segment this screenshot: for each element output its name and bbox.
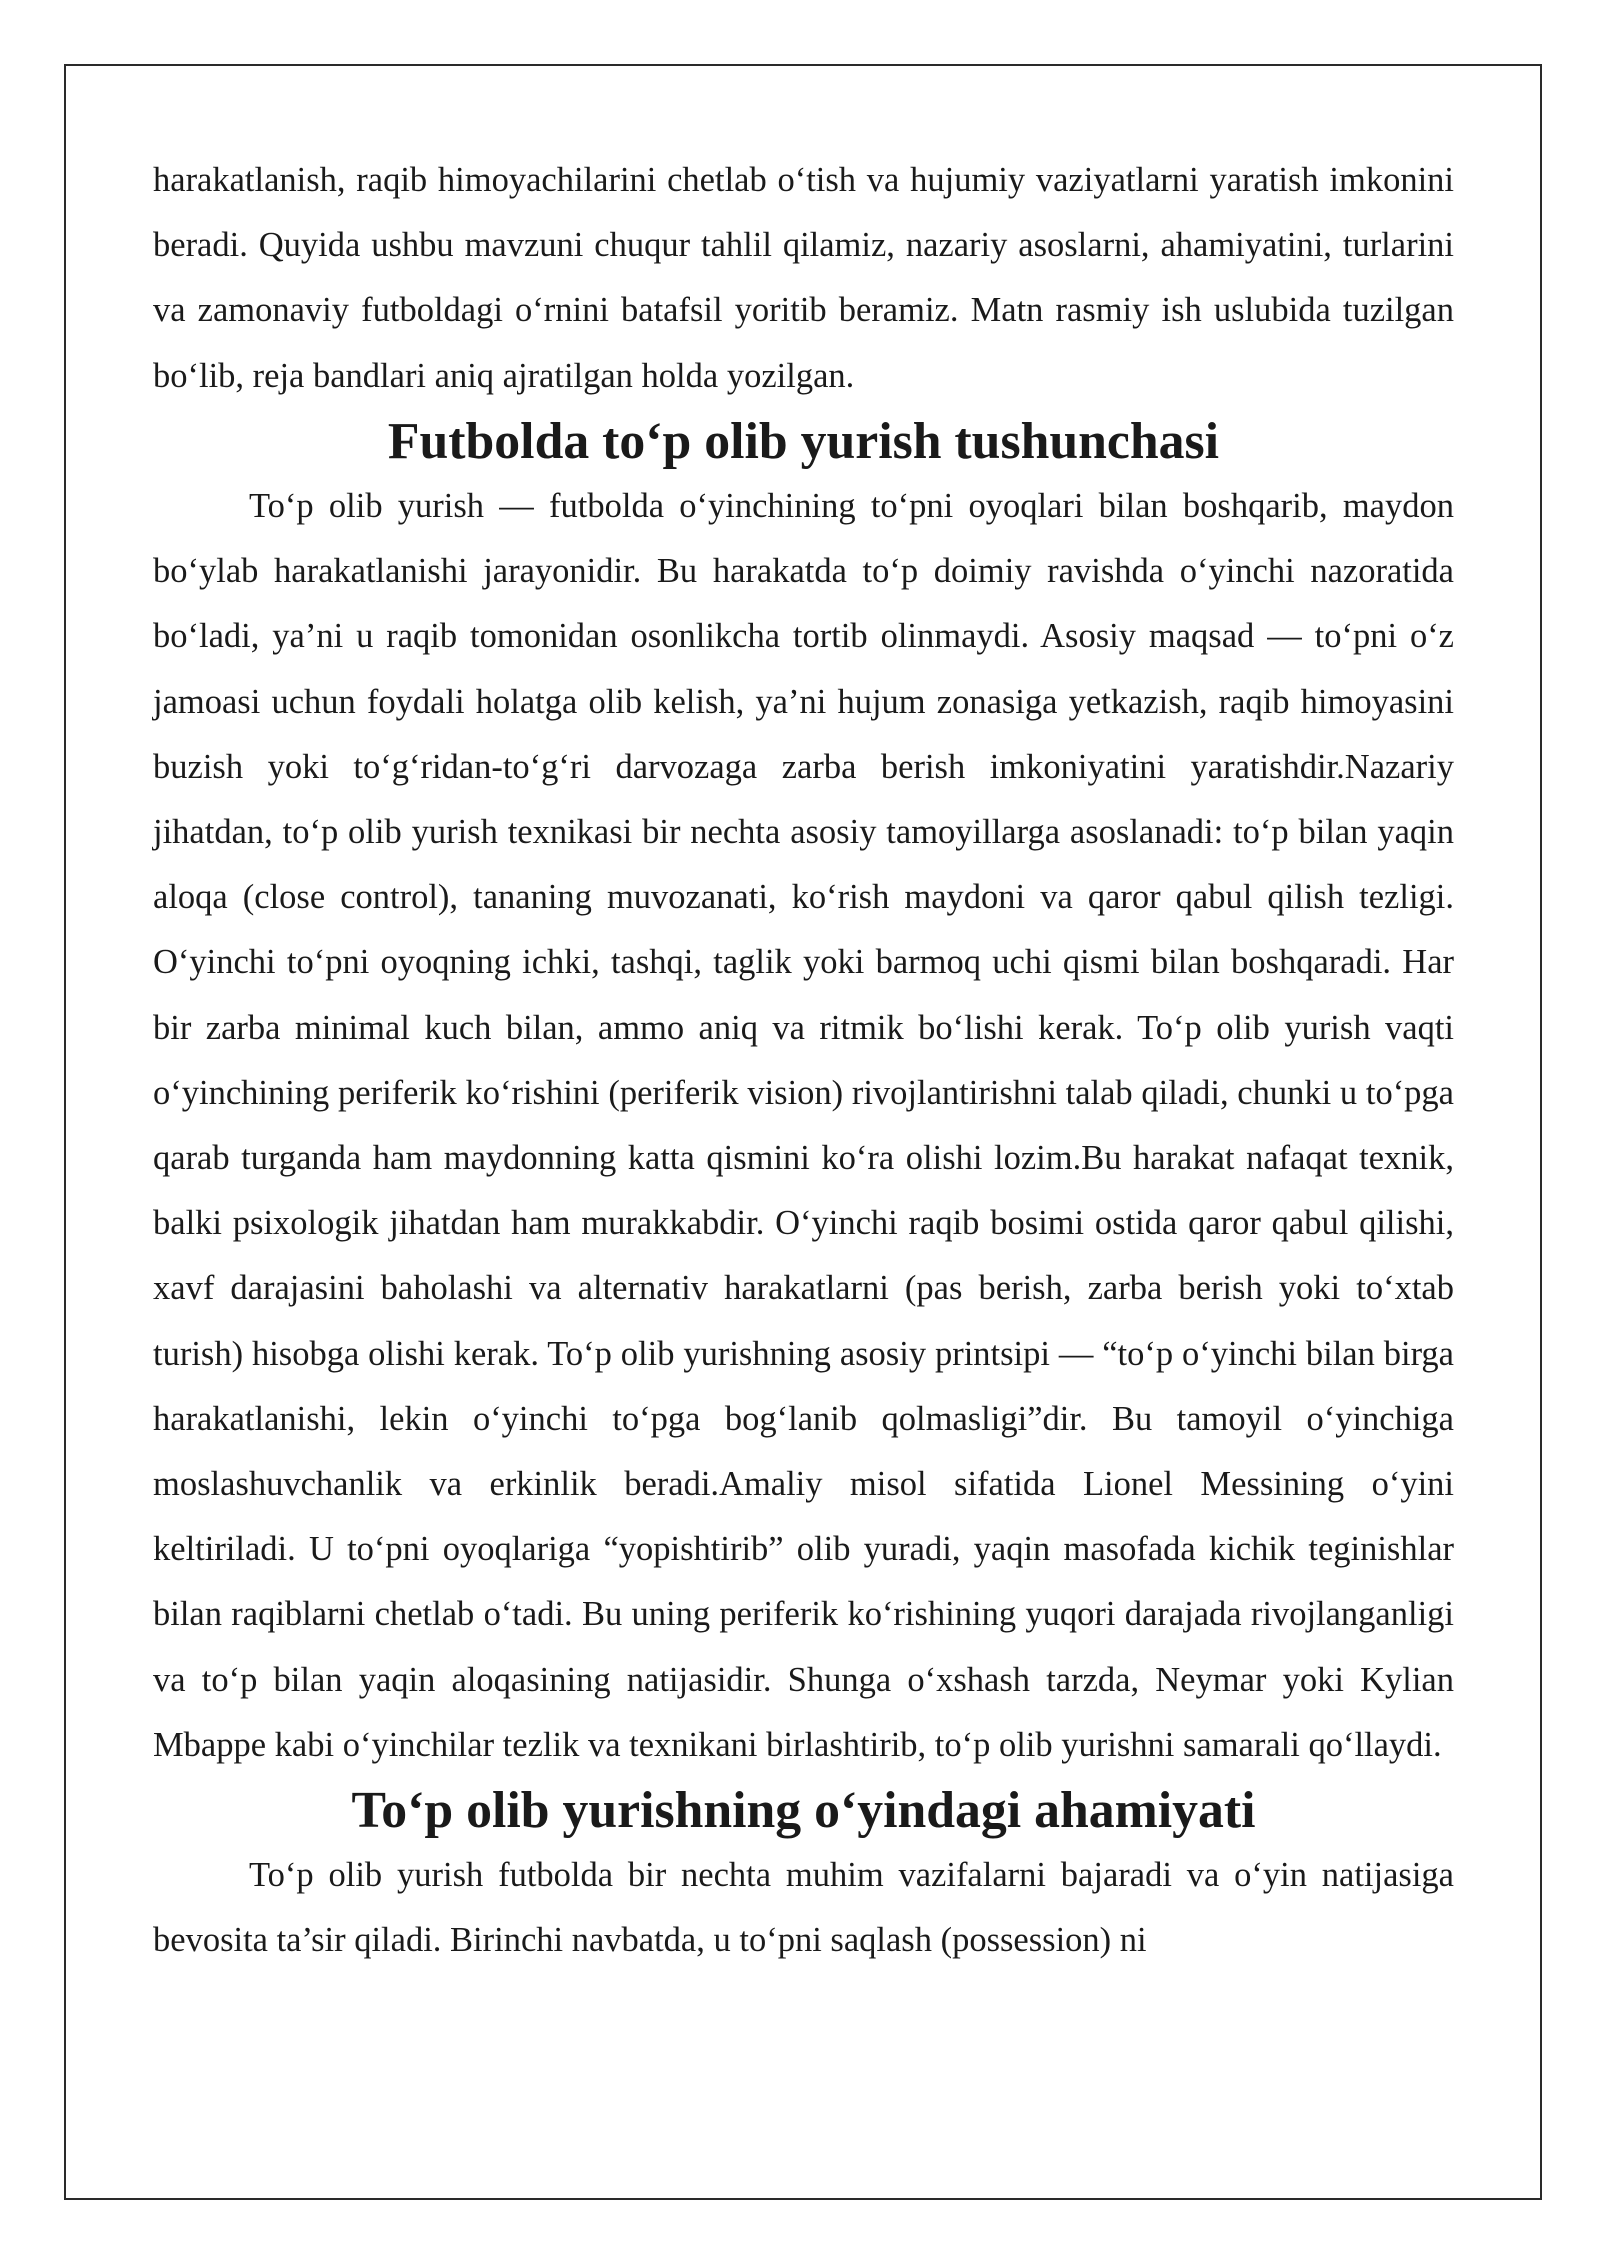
section-heading-importance: To‘p olib yurishning o‘yindagi ahamiyati	[351, 1782, 1256, 1840]
section-heading-concept: Futbolda to‘p olib yurish tushunchasi	[387, 412, 1220, 470]
intro-paragraph: harakatlanish, raqib himoyachilarini chetlab o‘tish va hujumiy vaziyatlarni yaratish imkonini beradi. Quyida ushbu mavzuni chuqur tahlil qilamiz, nazariy asoslarni, ahamiyatini, turlarini va zamonaviy futboldagi o‘rnini batafsil yoritib beramiz. Matn rasmiy ish uslubida tuzilgan bo‘lib, reja bandlari aniq ajratilgan holda yozilgan.	[153, 161, 1454, 395]
importance-paragraph: To‘p olib yurish futbolda bir nechta muhim vazifalarni bajaradi va o‘yin natijasiga bevosita ta’sir qiladi. Birinchi navbatda, u to‘pni saqlash (possession) ni	[153, 1856, 1454, 1960]
document-body	[153, 148, 1454, 1974]
concept-paragraph: To‘p olib yurish — futbolda o‘yinchining to‘pni oyoqlari bilan boshqarib, maydon bo‘ylab harakatlanishi jarayonidir. Bu harakatda to‘p doimiy ravishda o‘yinchi nazoratida bo‘ladi, ya’ni u raqib tomonidan osonlikcha tortib olinmaydi. Asosiy maqsad — to‘pni o‘z jamoasi uchun foydali holatga olib kelish, ya’ni hujum zonasiga yetkazish, raqib himoyasini buzish yoki to‘g‘ridan-to‘g‘ri darvozaga zarba berish imkoniyatini yaratishdir.Nazariy jihatdan, to‘p olib yurish texnikasi bir nechta asosiy tamoyillarga asoslanadi: to‘p bilan yaqin aloqa (close control), tananing muvozanati, ko‘rish maydoni va qaror qabul qilish tezligi. O‘yinchi to‘pni oyoqning ichki, tashqi, taglik yoki barmoq uchi qismi bilan boshqaradi. Har bir zarba minimal kuch bilan, ammo aniq va ritmik bo‘lishi kerak. To‘p olib yurish vaqti o‘yinchining periferik ko‘rishini (periferik vision) rivojlantirishni talab qiladi, chunki u to‘pga qarab turganda ham maydonning katta qismini ko‘ra olishi lozim.Bu harakat nafaqat texnik, balki psixologik jihatdan ham murakkabdir. O‘yinchi raqib bosimi ostida qaror qabul qilishi, xavf darajasini baholashi va alternativ harakatlarni (pas berish, zarba berish yoki to‘xtab turish) hisobga olishi kerak. To‘p olib yurishning asosiy printsipi — “to‘p o‘yinchi bilan birga harakatlanishi, lekin o‘yinchi to‘pga bog‘lanib qolmasligi”dir. Bu tamoyil o‘yinchiga moslashuvchanlik va erkinlik beradi.Amaliy misol sifatida Lionel Messining o‘yini keltiriladi. U to‘pni oyoqlariga “yopishtirib” olib yuradi, yaqin masofada kichik teginishlar bilan raqiblarni chetlab o‘tadi. Bu uning periferik ko‘rishining yuqori darajada rivojlanganligi va to‘p bilan yaqin aloqasining natijasidir. Shunga o‘xshash tarzda, Neymar yoki Kylian Mbappe kabi o‘yinchilar tezlik va texnikani birlashtirib, to‘p olib yurishni samarali qo‘llaydi.	[153, 487, 1454, 1764]
